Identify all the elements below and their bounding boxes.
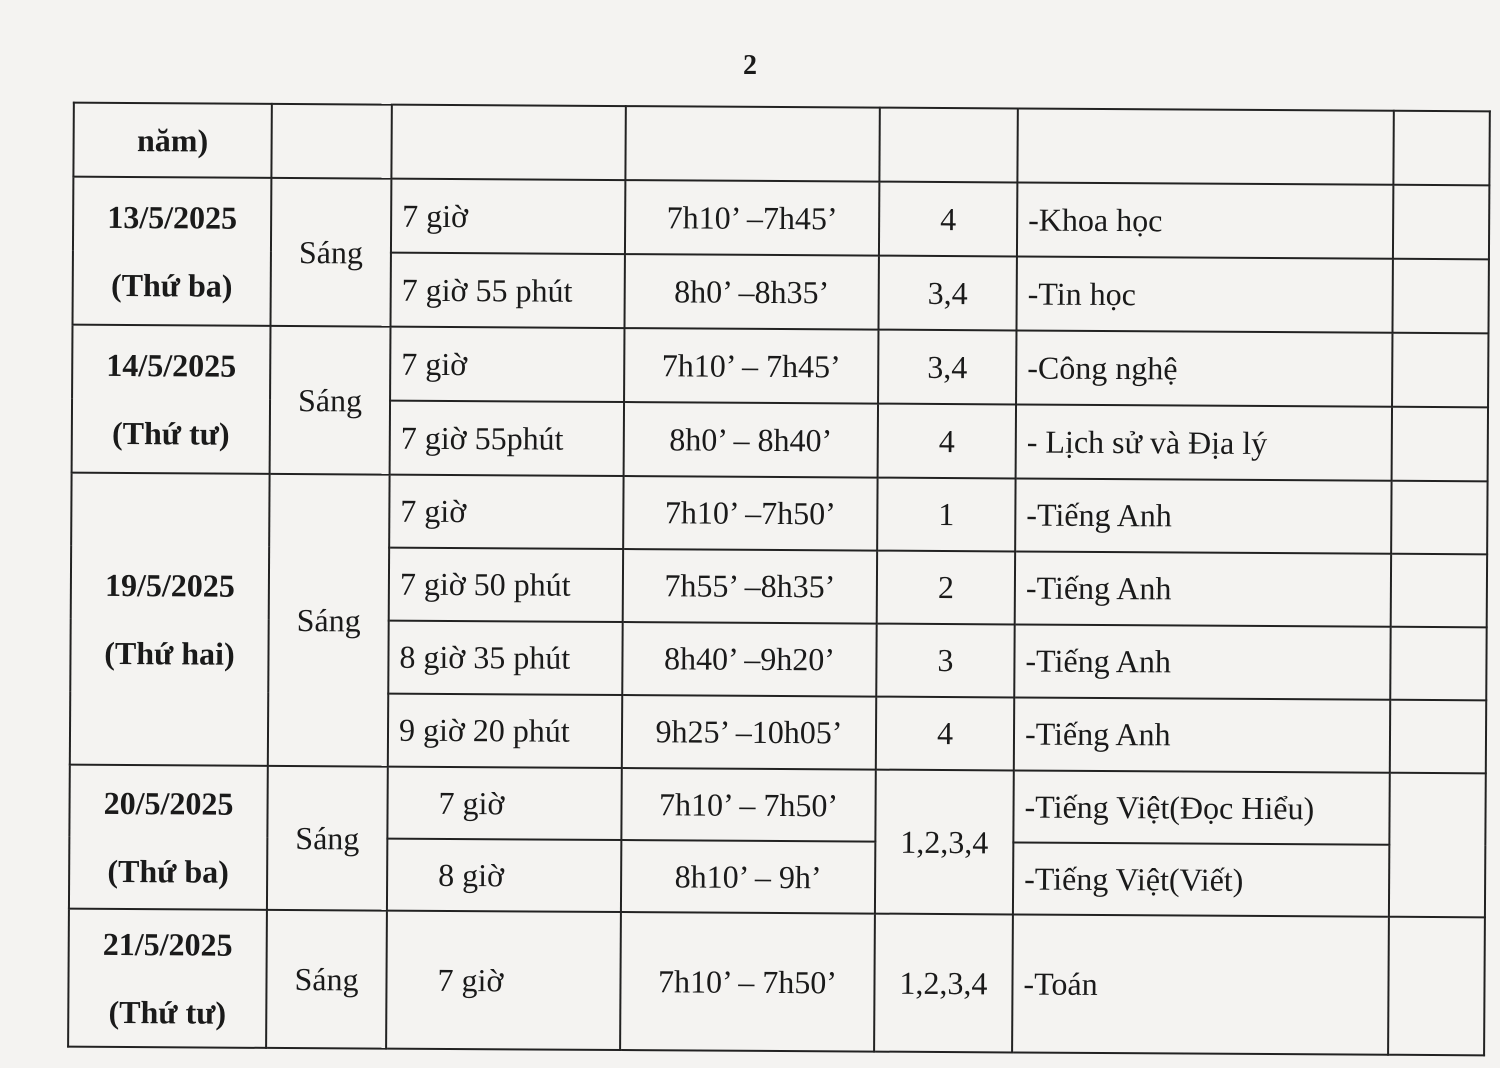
duration-cell: 8h0’ – 8h40’ — [624, 402, 878, 478]
note-cell — [1388, 917, 1485, 1056]
duration-cell: 9h25’ –10h05’ — [622, 695, 876, 770]
duration-cell: 8h0’ –8h35’ — [624, 254, 878, 330]
start-time-cell: 7 giờ — [389, 475, 623, 549]
exam-date: 14/5/2025 — [106, 346, 237, 384]
grade-cell: 3 — [876, 624, 1014, 698]
note-cell — [1391, 554, 1487, 628]
subject-cell: -Toán — [1012, 914, 1389, 1054]
start-time-cell: 7 giờ 55 phút — [390, 253, 624, 328]
exam-date: 13/5/2025 — [107, 198, 238, 236]
grade-cell: 1,2,3,4 — [875, 770, 1014, 915]
date-cell — [70, 473, 270, 766]
subject-cell: -Tiếng Anh — [1014, 624, 1390, 699]
start-time-cell: 7 giờ — [391, 179, 625, 254]
page-number: 2 — [743, 50, 757, 81]
subject-cell: -Tiếng Việt(Viết) — [1013, 842, 1389, 916]
subject-cell: -Tiếng Anh — [1015, 551, 1391, 626]
start-time-cell: 8 giờ — [387, 839, 621, 912]
session-cell: Sáng — [266, 910, 387, 1049]
grade-cell: 3,4 — [878, 256, 1016, 331]
start-time-cell: 9 giờ 20 phút — [388, 694, 622, 768]
grade-cell: 4 — [878, 404, 1016, 479]
exam-date: 19/5/2025 — [104, 566, 235, 604]
grade-cell: 4 — [879, 182, 1017, 257]
grade-cell: 1 — [877, 478, 1015, 552]
start-time-cell: 7 giờ — [390, 327, 624, 402]
note-cell — [1390, 700, 1486, 774]
exam-weekday: (Thứ hai) — [104, 634, 235, 672]
note-cell — [1392, 259, 1488, 334]
exam-date: 21/5/2025 — [102, 925, 233, 963]
grade-cell: 4 — [876, 697, 1014, 771]
note-cell — [1390, 627, 1486, 701]
duration-cell: 7h10’ – 7h50’ — [620, 912, 875, 1052]
start-time-cell: 8 giờ 35 phút — [388, 621, 622, 695]
note-cell — [1389, 773, 1486, 918]
duration-cell: 8h10’ – 9h’ — [621, 840, 875, 914]
date-cell — [72, 325, 271, 474]
start-time-cell: 7 giờ — [386, 911, 621, 1050]
exam-weekday: (Thứ ba) — [107, 852, 229, 890]
duration-cell: 7h55’ –8h35’ — [623, 549, 877, 624]
schedule-table-wrapper — [67, 102, 1489, 1045]
exam-schedule-table — [67, 102, 1491, 1057]
grade-cell — [879, 108, 1017, 183]
subject-cell: -Tiếng Anh — [1014, 697, 1390, 772]
exam-weekday: (Thứ tư) — [108, 993, 227, 1031]
exam-weekday: (Thứ ba) — [110, 266, 233, 304]
start-time-cell: 7 giờ — [387, 767, 621, 840]
duration-cell: 7h10’ – 7h45’ — [624, 328, 878, 404]
exam-date: 20/5/2025 — [103, 784, 234, 822]
grade-cell: 3,4 — [878, 330, 1016, 405]
date-cell — [73, 177, 272, 326]
note-cell — [1393, 185, 1489, 260]
session-cell: Sáng — [268, 474, 390, 767]
session-cell: Sáng — [271, 178, 392, 327]
subject-cell: -Tiếng Việt(Đọc Hiểu) — [1013, 770, 1389, 844]
date-cell — [68, 909, 267, 1048]
exam-weekday: (Thứ tư) — [111, 414, 230, 452]
table-row — [71, 473, 1487, 555]
grade-cell: 2 — [877, 551, 1015, 625]
table-row — [73, 177, 1489, 260]
subject-cell: -Tiếng Anh — [1015, 478, 1391, 553]
table-row — [73, 103, 1489, 186]
start-time-cell — [391, 105, 625, 180]
duration-cell: 7h10’ –7h50’ — [623, 476, 877, 551]
note-cell — [1392, 407, 1488, 482]
start-time-cell: 7 giờ 55phút — [390, 401, 624, 476]
note-cell — [1391, 481, 1487, 555]
duration-cell: 7h10’ –7h45’ — [625, 180, 879, 256]
date-cell: năm) — [73, 103, 271, 178]
subject-cell — [1017, 108, 1393, 184]
subject-cell: -Công nghệ — [1016, 330, 1392, 406]
date-cell — [69, 765, 268, 910]
start-time-cell: 7 giờ 50 phút — [389, 548, 623, 622]
session-cell: Sáng — [270, 326, 391, 475]
subject-cell: - Lịch sử và Địa lý — [1016, 404, 1392, 480]
duration-cell — [625, 106, 879, 182]
note-cell — [1392, 333, 1488, 408]
grade-cell: 1,2,3,4 — [874, 914, 1013, 1053]
table-row — [69, 765, 1485, 846]
subject-cell: -Tin học — [1016, 256, 1392, 332]
session-cell — [271, 104, 391, 179]
duration-cell: 8h40’ –9h20’ — [622, 622, 876, 697]
table-row — [68, 909, 1485, 1056]
duration-cell: 7h10’ – 7h50’ — [621, 768, 875, 842]
table-row — [72, 325, 1488, 408]
session-cell: Sáng — [267, 766, 388, 911]
subject-cell: -Khoa học — [1017, 182, 1393, 258]
note-cell — [1393, 111, 1489, 186]
